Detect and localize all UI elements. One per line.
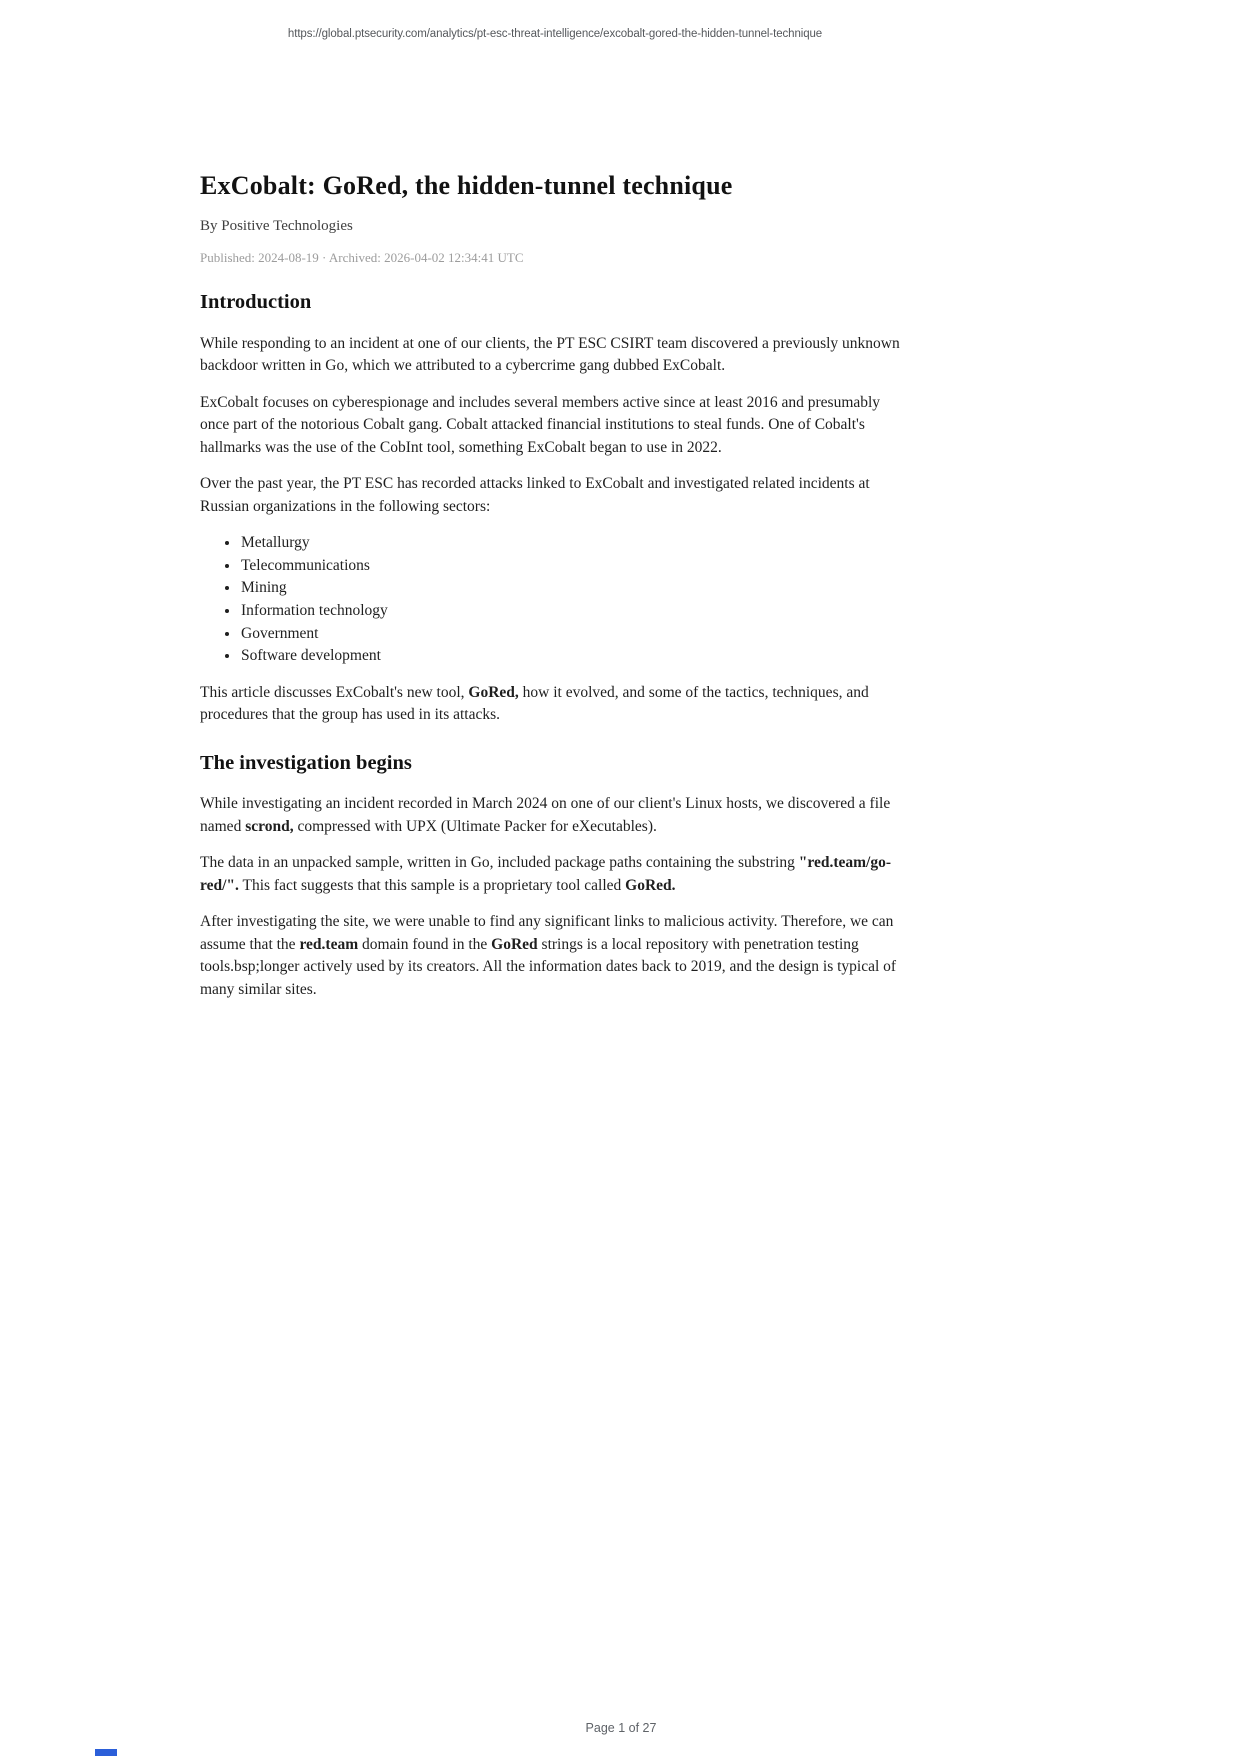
- paragraph-excobalt-background: ExCobalt focuses on cyberespionage and includes several members active since at least 2016 and presumably once part of the notorious Cobalt gang. Cobalt attacked financial institutions to steal funds. One of Cobalt's hallmarks was the use of the CobInt tool, something ExCobalt began to use in 2022.: [200, 393, 881, 456]
- bold-text-run: "red.team/go-red/".: [200, 854, 891, 894]
- paragraph-redteam-domain: [200, 911, 912, 1001]
- bold-text-run: GoRed: [491, 935, 538, 953]
- paragraph-gored-substring: [200, 852, 912, 897]
- text-run: compressed with UPX (Ultimate Packer for eXecutables).: [293, 817, 657, 835]
- text-run: This fact suggests that this sample is a proprietary tool called: [238, 876, 626, 894]
- bold-text-run: GoRed.: [625, 876, 676, 894]
- bold-text-run: scrond,: [245, 817, 294, 835]
- article-content: [200, 0, 912, 1015]
- bottom-left-artifact: [95, 1749, 117, 1756]
- text-run: The data in an unpacked sample, written in Go, included package paths containing the substring: [200, 854, 799, 872]
- paragraph-scrond-discovery: [200, 793, 912, 838]
- section-heading-introduction: Introduction: [200, 291, 312, 314]
- list-item: • Mining: [240, 577, 912, 600]
- article-title: ExCobalt: GoRed, the hidden-tunnel technique: [200, 171, 733, 200]
- text-run: This article discusses ExCobalt's new tool,: [200, 683, 469, 701]
- list-item: • Information technology: [240, 600, 912, 623]
- print-url-header: https://global.ptsecurity.com/analytics/pt-esc-threat-intelligence/excobalt-gored-the-hidden-tunnel-technique: [287, 28, 823, 40]
- paragraph-article-scope: [200, 682, 912, 727]
- list-item: • Metallurgy: [240, 532, 912, 555]
- page-number-footer: Page 1 of 27: [585, 1721, 657, 1735]
- text-run: While investigating an incident recorded in March 2024 on one of our client's Linux hosts, we discovered a file named: [200, 795, 891, 835]
- text-run: how it evolved, and some of the tactics, techniques, and procedures that the group has used in its attacks.: [200, 683, 869, 724]
- paragraph-sectors-intro: Over the past year, the PT ESC has recorded attacks linked to ExCobalt and investigated related incidents at Russian organizations in the following sectors:: [200, 475, 870, 515]
- paragraph-incident-discovery: While responding to an incident at one of our clients, the PT ESC CSIRT team discovered a previously unknown backdoor written in Go, which we attributed to a cybercrime gang dubbed ExCobalt.: [200, 334, 900, 375]
- article-byline: By Positive Technologies: [200, 218, 353, 235]
- bold-text-run: GoRed,: [468, 683, 519, 701]
- list-item: • Software development: [240, 645, 912, 668]
- list-item: • Telecommunications: [240, 555, 912, 578]
- text-run: domain found in the: [358, 935, 492, 953]
- sectors-list: [200, 532, 912, 668]
- section-heading-investigation: The investigation begins: [200, 751, 412, 774]
- bold-text-run: red.team: [299, 935, 359, 953]
- text-run: strings is a local repository with penetration testing tools.bsp;longer actively used by its creators. All the information dates back to 2019, and the design is typical of many similar sites.: [200, 935, 897, 998]
- article-meta-dates: Published: 2024-08-19 · Archived: 2026-04-02 12:34:41 UTC: [200, 249, 524, 265]
- text-run: After investigating the site, we were unable to find any significant links to malicious activity. Therefore, we can assume that the: [200, 913, 894, 953]
- list-item: • Government: [240, 623, 912, 646]
